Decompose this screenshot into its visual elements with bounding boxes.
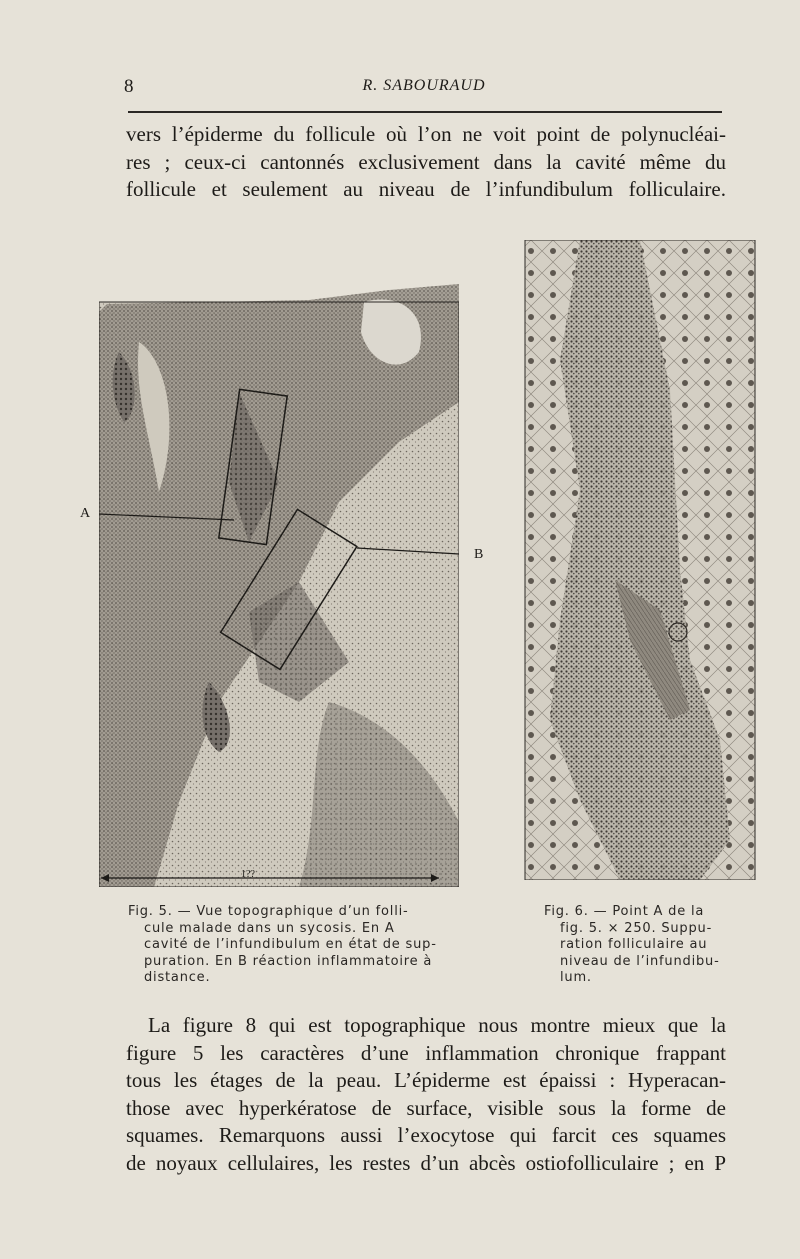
paragraph-bottom — [126, 1012, 726, 1177]
caption-line: ration folliculaire au — [560, 937, 708, 952]
figure-5-label-a: A — [80, 506, 91, 521]
figure-6-illustration — [520, 240, 757, 880]
paragraph-line: La figure 8 qui est topographique nous montre mieux que la — [148, 1013, 726, 1037]
paragraph-line: res ; ceux-ci cantonnés exclusivement dans la cavité même du — [126, 149, 726, 174]
paragraph-line: de noyaux cellulaires, les restes d’un abcès ostiofolliculaire ; en P — [126, 1150, 726, 1175]
running-head: R. SABOURAUD — [362, 77, 486, 94]
scale-bar-line — [99, 870, 449, 890]
caption-line: puration. En B réaction inflammatoire à — [144, 953, 433, 969]
figure-5-caption — [128, 904, 448, 987]
page-header — [124, 76, 724, 100]
caption-line: cule malade dans un sycosis. En A — [144, 920, 395, 936]
figure-5-drawing — [99, 282, 459, 887]
paragraph-top — [126, 121, 726, 204]
paragraph-line: follicule et seulement au niveau de l’infundibulum folliculaire. — [126, 177, 726, 201]
figure-6-drawing — [520, 240, 757, 880]
figure-6-caption — [544, 904, 749, 987]
caption-line: lum. — [560, 970, 592, 985]
page-number: 8 — [124, 76, 134, 97]
paragraph-line: squames. Remarquons aussi l’exocytose qui farcit ces squames — [126, 1123, 726, 1147]
paragraph-line: those avec hyperkératose de surface, visible sous la forme de — [126, 1095, 726, 1120]
figure-5-scale-bar — [99, 870, 449, 890]
paragraph-line: vers l’épiderme du follicule où l’on ne voit point de polynucléai- — [126, 122, 726, 146]
caption-line: niveau de l’infundibu- — [560, 953, 720, 969]
caption-line: Fig. 5. — Vue topographique d’un folli- — [128, 904, 409, 919]
caption-line: cavité de l’infundibulum en état de sup- — [144, 937, 437, 952]
figure-5-illustration — [99, 282, 459, 887]
caption-line: distance. — [144, 970, 211, 985]
header-rule — [128, 111, 722, 113]
paragraph-line: tous les étages de la peau. L’épiderme est épaissi : Hyperacan- — [126, 1068, 726, 1092]
caption-line: Fig. 6. — Point A de la — [544, 904, 705, 919]
paragraph-line: figure 5 les caractères d’une inflammation chronique frappant — [126, 1040, 726, 1065]
figure-5-scale-text: 1?? — [241, 869, 255, 880]
figure-5-label-b: B — [474, 547, 484, 562]
caption-line: fig. 5. × 250. Suppu- — [560, 920, 713, 936]
